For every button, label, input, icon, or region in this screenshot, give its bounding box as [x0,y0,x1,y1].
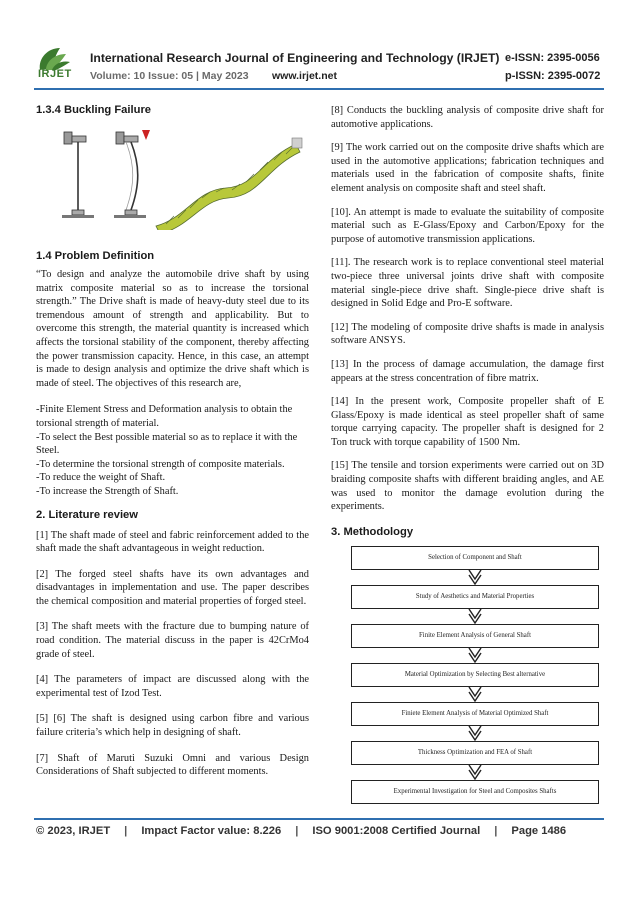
down-arrow-icon [351,570,599,585]
flow-step: Selection of Component and Shaft [351,546,599,570]
section-heading-buckling: 1.3.4 Buckling Failure [36,104,152,116]
objective-item: -To increase the Strength of Shaft. [36,485,179,497]
reference-paragraph: [3] The shaft meets with the fracture due to bumping nature of road condition. The material discuss in the paper is 42CrMo4 grade of steel. [36,621,309,660]
footer-separator: | [295,825,299,837]
volume-issue: Volume: 10 Issue: 05 | May 2023 [90,70,249,82]
flow-step: Finite Element Analysis of General Shaft [351,624,599,648]
reference-paragraph: [12] The modeling of composite drive shafts is made in analysis software ANSYS. [331,321,604,347]
footer-rule [34,818,604,820]
flow-step: Experimental Investigation for Steel and Composites Shafts [351,780,599,804]
flow-step: Thickness Optimization and FEA of Shaft [351,741,599,765]
reference-paragraph: [5] [6] The shaft is designed using carbon fibre and various failure criteria’s which help in designing of shaft. [36,713,309,739]
reference-paragraph: [10]. An attempt is made to evaluate the suitability of composite material such as E-Glass/Epoxy and Carbon/Epoxy for the purpose of automotive transmission applications. [331,206,604,245]
down-arrow-icon [351,687,599,702]
objective-item: -Finite Element Stress and Deformation analysis to obtain the torsional strength of material. [36,404,293,429]
problem-definition-paragraph: “To design and analyze the automobile drive shaft by using matrix composite material so as to increase the torsional strength.” The Drive shaft is made of heavy-duty steel due to its tremendous amount of strength and applicability. But to overcome this strength, the material quantity is increased which affects the torsional stability of the component, thereby affecting the power transmission capacity. Hence, in this case, an attempt is made to design analysis and optimize the drive shaft which is made of steel. The objectives of this research are, [36,269,309,389]
down-arrow-icon [351,648,599,663]
section-heading-literature-review: 2. Literature review [36,508,138,521]
section-heading-problem-definition: 1.4 Problem Definition [36,250,155,262]
reference-paragraph: [1] The shaft made of steel and fabric reinforcement added to the shaft made the shaft advantageous in weight reduction. [36,529,309,555]
p-issn: p-ISSN: 2395-0072 [505,70,601,82]
flow-step: Finiete Element Analysis of Material Optimized Shaft [351,702,599,726]
left-column [36,104,309,789]
down-arrow-icon [351,726,599,741]
reference-paragraph: [15] The tensile and torsion experiments were carried out on 3D braiding composite shafts with different braiding angles, and AE was used to monitor the damage evolution during the experiments. [331,460,604,513]
footer-separator: | [494,825,498,837]
buckling-shaft-figure [56,130,306,230]
right-column [331,104,604,804]
reference-paragraph: [13] In the process of damage accumulation, the damage first appears at the stress concentration of fibre matrix. [331,358,604,384]
footer-page-number: Page 1486 [511,825,567,837]
reference-paragraph: [11]. The research work is to replace conventional steel material two-piece three universal joints drive shaft with composite material single-piece drive shaft. Single-piece drive shaft is designed in Solid Edge and Pro-E software. [331,257,604,310]
reference-paragraph: [4] The parameters of impact are discussed along with the experimental test of Izod Test. [36,674,309,699]
page-header [0,0,638,90]
footer-iso: ISO 9001:2008 Certified Journal [312,825,481,837]
objective-item: -To reduce the weight of Shaft. [36,472,166,484]
objective-item: -To determine the torsional strength of composite materials. [36,458,285,470]
objective-item: -To select the Best possible material so as to replace it with the Steel. [36,431,298,457]
buckled-composite-shaft-mesh [156,138,302,230]
reference-paragraph: [9] The work carried out on the composite drive shafts which are used in the automotive applications; fabrication techniques and materials used in the fabrication of composite shafts, finite element analysis on composite shaft and steel shaft. [331,142,604,194]
reference-paragraph: [14] In the present work, Composite propeller shaft of E Glass/Epoxy is made identical as steel propeller shaft of same torque carrying capacity. The propeller shaft is designed for 2 Ton truck with torque capability of 1500 Nm. [331,396,604,448]
logo-text: IRJET [38,68,72,80]
down-arrow-icon [351,609,599,624]
e-issn: e-ISSN: 2395-0056 [505,52,600,64]
reference-paragraph: [7] Shaft of Maruti Suzuki Omni and various Design Considerations of Shaft subjected to different moments. [36,752,309,778]
page-footer [36,825,566,837]
reference-paragraph: [8] Conducts the buckling analysis of composite drive shaft for automotive applications. [331,105,604,130]
journal-title: International Research Journal of Engineering and Technology (IRJET) [90,51,500,65]
journal-website[interactable]: www.irjet.net [272,70,337,82]
flow-step: Material Optimization by Selecting Best alternative [351,663,599,687]
footer-impact-factor: Impact Factor value: 8.226 [141,825,282,837]
footer-copyright: © 2023, IRJET [36,825,111,837]
reference-paragraph: [2] The forged steel shafts have its own advantages and disadvantages in implementation and use. The paper describes the chemical composition and material properties of forged steel. [36,568,309,607]
header-rule [34,88,604,90]
section-heading-methodology: 3. Methodology [331,525,414,538]
down-arrow-icon [351,765,599,780]
flow-step: Study of Aesthetics and Material Properties [351,585,599,609]
buckling-schematic [62,130,150,218]
methodology-flowchart [351,546,599,804]
footer-separator: | [124,825,128,837]
